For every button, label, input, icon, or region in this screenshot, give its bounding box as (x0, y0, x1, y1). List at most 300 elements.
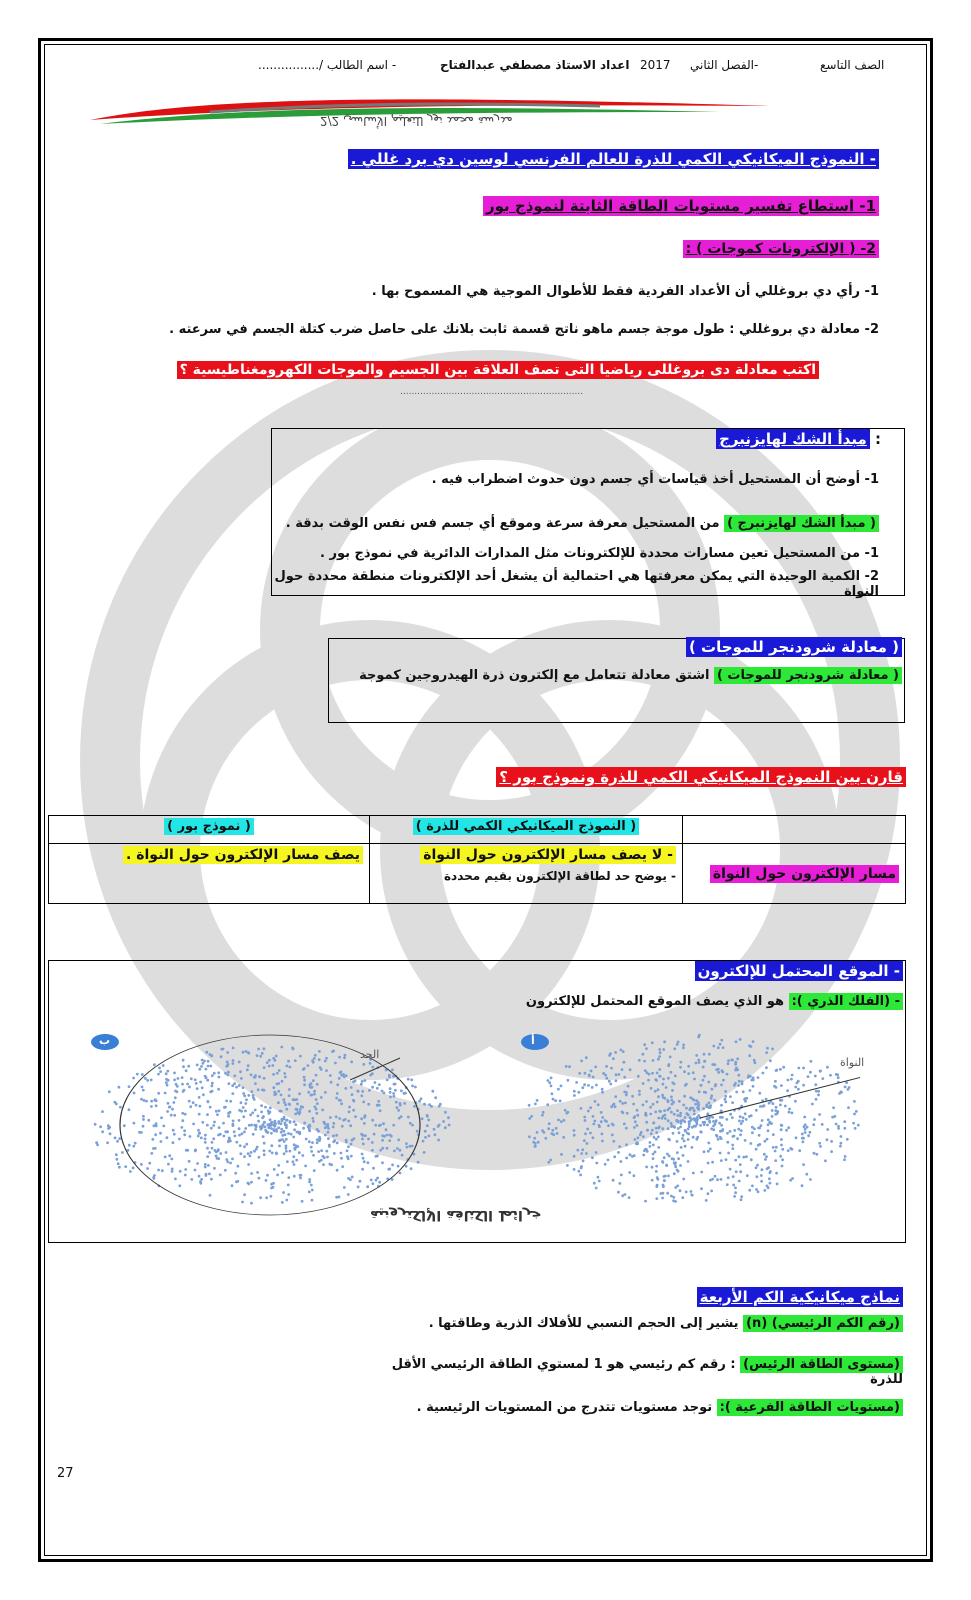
density-dot-b (174, 1178, 177, 1181)
density-dot-a (645, 1121, 648, 1124)
density-dot-a (745, 1155, 748, 1158)
density-dot-b (289, 1150, 292, 1153)
density-dot-a (717, 1046, 720, 1049)
density-dot-a (757, 1076, 760, 1079)
density-dot-b (366, 1185, 369, 1188)
density-dot-b (235, 1141, 238, 1144)
density-dot-a (652, 1122, 655, 1125)
density-dot-b (150, 1100, 153, 1103)
density-dot-a (733, 1195, 736, 1198)
density-dot-b (133, 1092, 136, 1095)
density-dot-b (199, 1105, 202, 1108)
density-dot-b (381, 1090, 384, 1093)
density-dot-a (536, 1099, 539, 1102)
density-dot-b (204, 1166, 207, 1169)
density-dot-b (298, 1151, 301, 1154)
density-dot-b (136, 1073, 139, 1076)
density-dot-b (270, 1195, 273, 1198)
density-dot-a (724, 1098, 727, 1101)
density-dot-a (765, 1051, 768, 1054)
density-dot-b (232, 1120, 235, 1123)
density-dot-b (259, 1196, 262, 1199)
density-dot-b (267, 1110, 270, 1113)
schrodinger-def: اشتق معادلة تتعامل مع إلكترون ذرة الهيدروجين كموجة (359, 668, 710, 683)
density-dot-a (772, 1102, 775, 1105)
density-dot-a (734, 1063, 737, 1066)
density-dot-b (226, 1061, 229, 1064)
density-dot-b (433, 1128, 436, 1131)
density-dot-b (269, 1118, 272, 1121)
density-dot-a (813, 1118, 816, 1121)
density-dot-b (160, 1140, 163, 1143)
density-dot-b (146, 1167, 149, 1170)
density-dot-a (644, 1113, 647, 1116)
density-dot-a (727, 1062, 730, 1065)
density-dot-b (361, 1153, 364, 1156)
density-dot-a (734, 1187, 737, 1190)
density-dot-b (151, 1138, 154, 1141)
density-dot-a (741, 1120, 744, 1123)
density-dot-a (679, 1066, 682, 1069)
density-dot-a (621, 1102, 624, 1105)
density-dot-b (240, 1101, 243, 1104)
density-dot-a (815, 1153, 818, 1156)
density-dot-a (585, 1152, 588, 1155)
density-dot-a (623, 1123, 626, 1126)
density-dot-b (285, 1199, 288, 1202)
label-a-badge (521, 1034, 549, 1050)
density-dot-a (748, 1189, 751, 1192)
density-dot-b (316, 1083, 319, 1086)
density-dot-a (776, 1110, 779, 1113)
density-dot-a (819, 1070, 822, 1073)
density-dot-b (205, 1076, 208, 1079)
density-dot-a (688, 1108, 691, 1111)
density-dot-a (774, 1113, 777, 1116)
density-dot-b (351, 1139, 354, 1142)
density-dot-a (577, 1170, 580, 1173)
density-dot-a (718, 1122, 721, 1125)
density-dot-b (212, 1124, 215, 1127)
density-dot-b (295, 1108, 298, 1111)
density-dot-a (745, 1118, 748, 1121)
density-dot-b (216, 1113, 219, 1116)
density-dot-b (298, 1132, 301, 1135)
density-dot-a (663, 1156, 666, 1159)
density-dot-b (270, 1183, 273, 1186)
density-dot-a (614, 1051, 617, 1054)
density-dot-b (244, 1110, 247, 1113)
density-dot-b (247, 1163, 250, 1166)
density-dot-a (589, 1132, 592, 1135)
density-dot-a (667, 1127, 670, 1130)
density-dot-a (695, 1062, 698, 1065)
density-dot-b (324, 1060, 327, 1063)
density-dot-b (281, 1171, 284, 1174)
density-dot-b (327, 1127, 330, 1130)
density-dot-b (336, 1092, 339, 1095)
density-dot-b (211, 1082, 214, 1085)
density-dot-b (373, 1133, 376, 1136)
density-dot-b (311, 1199, 314, 1202)
density-dot-b (140, 1163, 143, 1166)
density-dot-b (314, 1054, 317, 1057)
density-dot-b (210, 1178, 213, 1181)
density-dot-a (578, 1072, 581, 1075)
density-dot-a (719, 1043, 722, 1046)
density-dot-a (657, 1135, 660, 1138)
density-dot-b (313, 1090, 316, 1093)
density-dot-b (204, 1163, 207, 1166)
density-dot-a (555, 1127, 558, 1130)
density-dot-b (286, 1160, 289, 1163)
density-dot-b (350, 1061, 353, 1064)
principal-quantum-def: يشير إلى الحجم النسبي للأفلاك الذرية وطاقتها . (428, 1316, 739, 1331)
density-dot-b (333, 1139, 336, 1142)
density-dot-a (655, 1165, 658, 1168)
density-dot-a (577, 1091, 580, 1094)
density-dot-b (165, 1078, 168, 1081)
density-dot-a (666, 1192, 669, 1195)
density-dot-a (719, 1136, 722, 1139)
density-dot-b (108, 1126, 111, 1129)
density-dot-a (673, 1047, 676, 1050)
density-dot-a (628, 1171, 631, 1174)
density-dot-b (250, 1202, 253, 1205)
density-dot-b (371, 1086, 374, 1089)
density-dot-b (247, 1051, 250, 1054)
density-dot-b (371, 1072, 374, 1075)
density-dot-b (190, 1178, 193, 1181)
density-dot-a (721, 1069, 724, 1072)
density-dot-a (781, 1158, 784, 1161)
density-dot-a (674, 1163, 677, 1166)
density-dot-a (698, 1090, 701, 1093)
density-dot-b (422, 1140, 425, 1143)
density-dot-b (158, 1067, 161, 1070)
density-dot-b (185, 1069, 188, 1072)
density-dot-b (379, 1149, 382, 1152)
density-dot-b (312, 1117, 315, 1120)
density-dot-a (587, 1084, 590, 1087)
density-dot-a (623, 1091, 626, 1094)
density-dot-a (663, 1175, 666, 1178)
density-dot-a (787, 1149, 790, 1152)
density-dot-a (706, 1124, 709, 1127)
density-dot-a (769, 1182, 772, 1185)
density-dot-a (543, 1131, 546, 1134)
density-dot-a (565, 1065, 568, 1068)
density-dot-b (364, 1079, 367, 1082)
density-dot-a (573, 1155, 576, 1158)
density-dot-a (679, 1164, 682, 1167)
density-dot-b (335, 1134, 338, 1137)
density-dot-b (184, 1174, 187, 1177)
density-dot-b (311, 1189, 314, 1192)
density-dot-b (411, 1124, 414, 1127)
density-dot-b (236, 1180, 239, 1183)
density-dot-b (400, 1115, 403, 1118)
density-dot-a (694, 1125, 697, 1128)
density-dot-b (224, 1072, 227, 1075)
density-dot-b (346, 1149, 349, 1152)
density-dot-b (334, 1062, 337, 1065)
density-dot-b (200, 1137, 203, 1140)
density-dot-b (340, 1157, 343, 1160)
density-dot-a (550, 1132, 553, 1135)
density-dot-b (272, 1057, 275, 1060)
density-dot-b (371, 1141, 374, 1144)
density-dot-a (670, 1195, 673, 1198)
density-dot-a (693, 1113, 696, 1116)
density-dot-b (386, 1147, 389, 1150)
density-dot-b (292, 1155, 295, 1158)
density-dot-b (226, 1051, 229, 1054)
density-dot-a (721, 1130, 724, 1133)
density-dot-a (775, 1146, 778, 1149)
density-dot-a (671, 1103, 674, 1106)
density-dot-a (717, 1071, 720, 1074)
density-dot-a (698, 1034, 701, 1037)
density-dot-b (211, 1141, 214, 1144)
density-dot-b (219, 1152, 222, 1155)
density-dot-a (677, 1170, 680, 1173)
density-dot-a (629, 1068, 632, 1071)
density-dot-a (656, 1072, 659, 1075)
density-dot-b (364, 1134, 367, 1137)
density-dot-a (658, 1055, 661, 1058)
density-dot-b (232, 1124, 235, 1127)
density-dot-b (413, 1105, 416, 1108)
density-dot-a (765, 1066, 768, 1069)
density-dot-a (652, 1059, 655, 1062)
density-dot-a (750, 1079, 753, 1082)
density-dot-a (581, 1086, 584, 1089)
density-dot-b (372, 1182, 375, 1185)
density-dot-b (330, 1081, 333, 1084)
density-dot-a (656, 1176, 659, 1179)
density-dot-b (411, 1145, 414, 1148)
density-dot-a (645, 1148, 648, 1151)
density-dot-b (209, 1194, 212, 1197)
density-dot-a (703, 1150, 706, 1153)
density-dot-b (173, 1133, 176, 1136)
density-dot-b (296, 1145, 299, 1148)
density-dot-a (615, 1073, 618, 1076)
density-dot-a (682, 1044, 685, 1047)
density-dot-a (655, 1197, 658, 1200)
density-dot-b (409, 1122, 412, 1125)
density-dot-a (732, 1135, 735, 1138)
density-dot-b (258, 1075, 261, 1078)
density-dot-b (335, 1115, 338, 1118)
density-dot-a (627, 1085, 630, 1088)
density-dot-a (821, 1077, 824, 1080)
density-dot-b (336, 1142, 339, 1145)
density-dot-a (797, 1080, 800, 1083)
density-dot-b (162, 1125, 165, 1128)
density-dot-b (303, 1083, 306, 1086)
density-dot-b (166, 1136, 169, 1139)
density-dot-a (624, 1102, 627, 1105)
density-dot-a (702, 1066, 705, 1069)
density-dot-a (802, 1084, 805, 1087)
density-dot-a (661, 1127, 664, 1130)
density-dot-b (261, 1124, 264, 1127)
density-dot-b (287, 1193, 290, 1196)
density-dot-b (285, 1119, 288, 1122)
density-dot-a (749, 1089, 752, 1092)
density-dot-b (128, 1144, 131, 1147)
density-dot-a (650, 1087, 653, 1090)
density-dot-b (274, 1125, 277, 1128)
density-dot-b (178, 1138, 181, 1141)
density-dot-b (157, 1092, 160, 1095)
density-dot-b (284, 1122, 287, 1125)
density-dot-a (707, 1192, 710, 1195)
density-dot-a (729, 1130, 732, 1133)
density-dot-a (665, 1086, 668, 1089)
density-dot-b (362, 1063, 365, 1066)
density-dot-b (347, 1145, 350, 1148)
density-dot-a (597, 1176, 600, 1179)
density-dot-a (802, 1141, 805, 1144)
density-dot-a (760, 1180, 763, 1183)
density-dot-b (272, 1073, 275, 1076)
density-dot-a (687, 1138, 690, 1141)
density-dot-a (720, 1178, 723, 1181)
density-dot-a (757, 1190, 760, 1193)
density-dot-a (534, 1142, 537, 1145)
density-dot-a (670, 1099, 673, 1102)
density-dot-a (782, 1066, 785, 1069)
figure-caption: خرائط الكثافة الإلكترونية (370, 1207, 542, 1223)
nucleus-pointer (700, 1075, 860, 1118)
density-dot-b (360, 1117, 363, 1120)
density-dot-a (813, 1152, 816, 1155)
density-dot-a (731, 1101, 734, 1104)
density-dot-a (548, 1122, 551, 1125)
density-dot-a (649, 1106, 652, 1109)
label-a: أ (531, 1034, 535, 1047)
header-year: 2017 (640, 58, 671, 72)
density-dot-b (173, 1079, 176, 1082)
density-dot-b (145, 1100, 148, 1103)
density-dot-b (232, 1062, 235, 1065)
density-dot-a (679, 1112, 682, 1115)
density-dot-b (312, 1079, 315, 1082)
density-dot-a (613, 1155, 616, 1158)
density-dot-b (181, 1112, 184, 1115)
density-dot-a (592, 1115, 595, 1118)
density-dot-b (118, 1166, 121, 1169)
density-dot-b (182, 1065, 185, 1068)
density-dot-a (692, 1107, 695, 1110)
density-dot-a (758, 1134, 761, 1137)
density-dot-a (814, 1075, 817, 1078)
density-dot-b (177, 1077, 180, 1080)
density-dot-b (349, 1178, 352, 1181)
heisenberg-colon: : (875, 430, 881, 448)
density-dot-b (368, 1089, 371, 1092)
density-dot-a (840, 1142, 843, 1145)
density-dot-b (431, 1090, 434, 1093)
density-dot-b (382, 1122, 385, 1125)
density-dot-b (362, 1101, 365, 1104)
density-dot-a (705, 1104, 708, 1107)
density-dot-a (766, 1047, 769, 1050)
density-dot-b (162, 1064, 165, 1067)
density-dot-a (653, 1136, 656, 1139)
density-dot-b (403, 1092, 406, 1095)
density-dot-b (198, 1068, 201, 1071)
density-dot-b (399, 1102, 402, 1105)
density-dot-b (357, 1186, 360, 1189)
density-dot-a (826, 1128, 829, 1131)
density-dot-a (626, 1112, 629, 1115)
density-dot-a (689, 1096, 692, 1099)
density-dot-b (270, 1144, 273, 1147)
density-dot-b (168, 1154, 171, 1157)
energy-level-term: (مستوى الطاقة الرئيس) (740, 1356, 903, 1373)
quantum-point-1: - لا يصف مسار الإلكترون حول النواة (420, 846, 676, 864)
density-dot-b (183, 1129, 186, 1132)
density-dot-b (140, 1098, 143, 1101)
density-dot-b (208, 1173, 211, 1176)
density-dot-b (213, 1121, 216, 1124)
density-dot-b (229, 1100, 232, 1103)
density-dot-b (313, 1093, 316, 1096)
density-dot-b (207, 1101, 210, 1104)
density-dot-a (722, 1079, 725, 1082)
density-dot-b (271, 1064, 274, 1067)
density-dot-b (405, 1165, 408, 1168)
density-dot-a (575, 1081, 578, 1084)
density-dot-a (670, 1071, 673, 1074)
density-dot-b (115, 1153, 118, 1156)
density-dot-b (293, 1128, 296, 1131)
density-dot-b (260, 1111, 263, 1114)
density-dot-a (683, 1070, 686, 1073)
density-dot-a (703, 1091, 706, 1094)
density-dot-b (395, 1101, 398, 1104)
density-dot-a (785, 1129, 788, 1132)
density-dot-b (315, 1098, 318, 1101)
density-dot-b (283, 1152, 286, 1155)
density-dot-b (226, 1130, 229, 1133)
density-dot-a (847, 1106, 850, 1109)
density-dot-b (182, 1059, 185, 1062)
density-dot-b (275, 1152, 278, 1155)
density-dot-b (333, 1152, 336, 1155)
density-dot-a (651, 1166, 654, 1169)
density-dot-a (763, 1153, 766, 1156)
density-dot-a (573, 1129, 576, 1132)
density-dot-b (385, 1128, 388, 1131)
density-dot-a (573, 1134, 576, 1137)
density-dot-b (192, 1101, 195, 1104)
density-dot-b (241, 1201, 244, 1204)
density-dot-a (528, 1117, 531, 1120)
density-dot-a (557, 1119, 560, 1122)
density-dot-a (667, 1077, 670, 1080)
density-dot-a (550, 1085, 553, 1088)
density-dot-b (166, 1070, 169, 1073)
density-dot-b (317, 1150, 320, 1153)
density-dot-b (235, 1086, 238, 1089)
probable-location-title: - الموقع المحتمل للإلكترون (695, 961, 903, 981)
density-dot-b (244, 1102, 247, 1105)
